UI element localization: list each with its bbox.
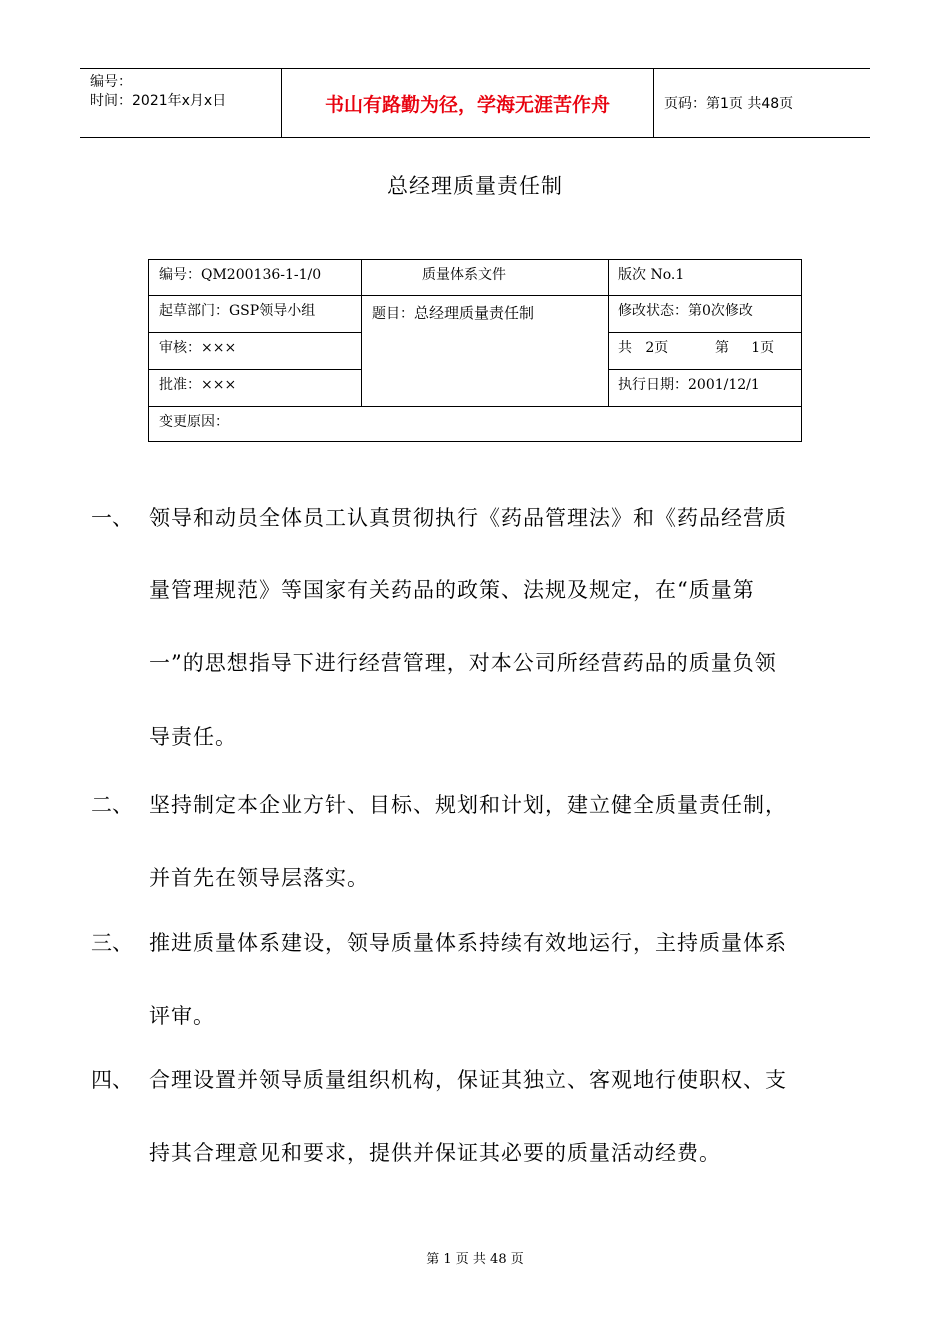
subject-value: 总经理质量责任制 — [414, 304, 535, 322]
subject-field — [372, 302, 534, 323]
table-divider — [608, 369, 801, 370]
clause-line: 持其合理意见和要求，提供并保证其必要的质量活动经费。 — [149, 1141, 721, 1165]
header-motto: 书山有路勤为径，学海无涯苦作舟 — [324, 93, 610, 116]
doc-number: 编号：QM200136-1-1/0 — [159, 267, 322, 283]
table-divider — [149, 369, 361, 370]
header-meta — [80, 69, 282, 137]
header-page-code: 页码：第1页 共48页 — [664, 96, 794, 112]
pages-total: 共 2页 — [618, 340, 669, 356]
subject-label: 题目： — [372, 306, 414, 322]
table-divider — [361, 260, 362, 406]
revision-status: 修改状态：第0次修改 — [618, 303, 753, 319]
table-divider — [149, 332, 361, 333]
clause-line: 领导和动员全体员工认真贯彻执行《药品管理法》和《药品经营质 — [149, 506, 787, 530]
clause-line: 量管理规范》等国家有关药品的政策、法规及规定，在“质量第 — [149, 578, 755, 602]
doc-type: 质量体系文件 — [422, 267, 506, 283]
clause-number: 一、 — [91, 506, 133, 530]
clause-line: 合理设置并领导质量组织机构，保证其独立、客观地行使职权、支 — [149, 1068, 787, 1092]
clause-line: 评审。 — [149, 1004, 215, 1028]
clause-line: 导责任。 — [149, 725, 237, 749]
header-time: 时间：2021年x月x日 — [90, 93, 227, 109]
approver: 批准：××× — [159, 377, 237, 393]
document-title: 总经理质量责任制 — [387, 174, 563, 198]
table-divider — [608, 332, 801, 333]
clause-number: 四、 — [91, 1068, 133, 1092]
effective-date: 执行日期：2001/12/1 — [618, 377, 760, 393]
clause-line: 坚持制定本企业方针、目标、规划和计划，建立健全质量责任制， — [149, 793, 787, 817]
table-divider — [149, 295, 801, 296]
clause-line: 一”的思想指导下进行经营管理，对本公司所经营药品的质量负领 — [149, 651, 777, 675]
document-control-table — [148, 259, 802, 442]
doc-version: 版次 No.1 — [618, 267, 685, 283]
clause-number: 三、 — [91, 931, 133, 955]
table-divider — [608, 260, 609, 406]
page-current: 第 1页 — [715, 340, 775, 356]
reviewer: 审核：××× — [159, 340, 237, 356]
clause-line: 并首先在领导层落实。 — [149, 866, 369, 890]
clause-number: 二、 — [91, 793, 133, 817]
clause-line: 推进质量体系建设，领导质量体系持续有效地运行，主持质量体系 — [149, 931, 787, 955]
header-number-label: 编号： — [90, 74, 132, 90]
page-footer: 第 1 页 共 48 页 — [426, 1252, 524, 1267]
header-motto-cell — [282, 69, 654, 137]
drafting-department: 起草部门：GSP领导小组 — [159, 303, 316, 319]
table-divider — [149, 406, 801, 407]
change-reason: 变更原因： — [159, 414, 229, 430]
page-header — [80, 68, 870, 138]
